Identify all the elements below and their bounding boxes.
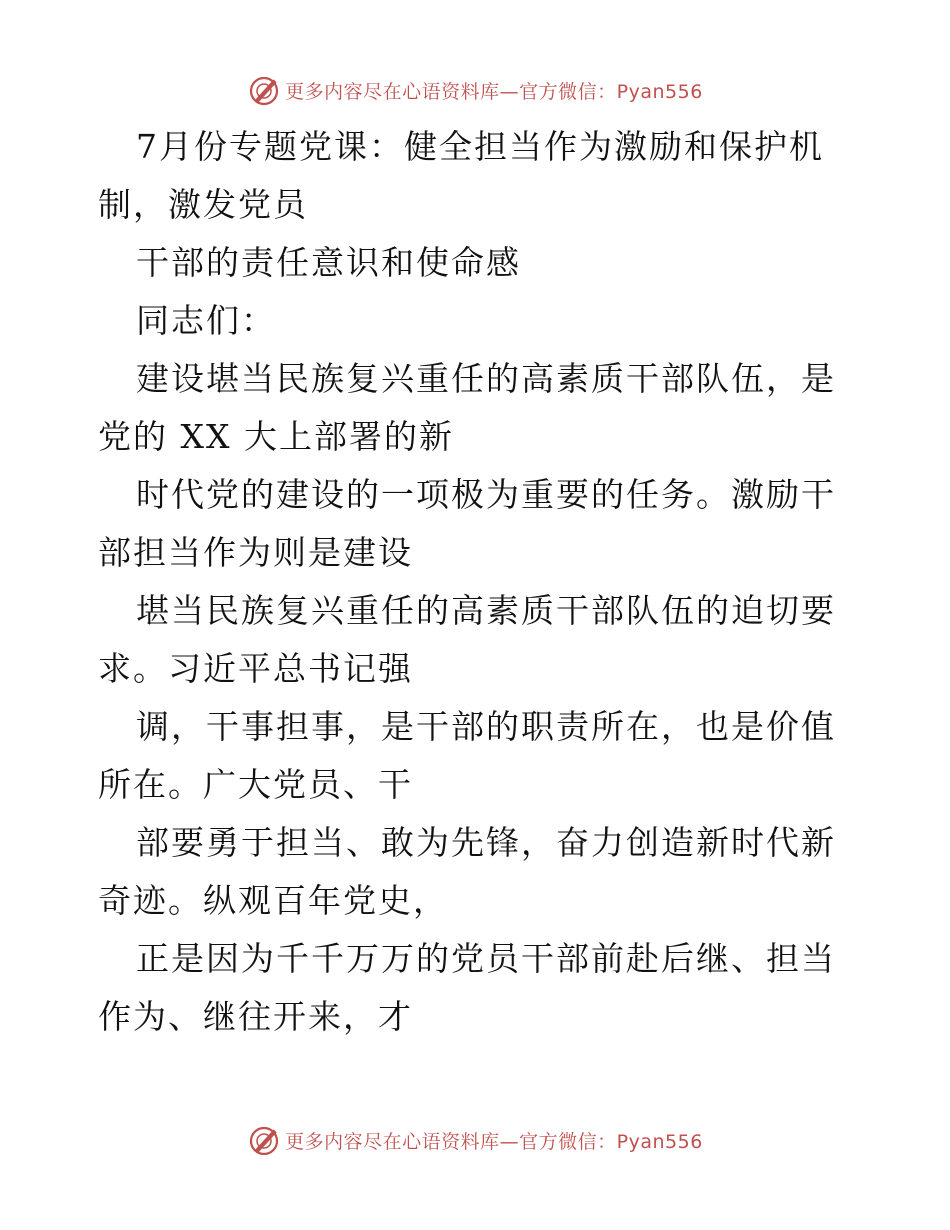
document-body — [98, 118, 858, 1046]
footer-banner-text: 更多内容尽在心语资料库—官方微信：Pyan556 — [285, 1130, 703, 1153]
paragraph-8: 部要勇于担当、敢为先锋，奋力创造新时代新奇迹。纵观百年党史， — [98, 823, 836, 920]
paragraph-4: 建设堪当民族复兴重任的高素质干部队伍，是党的 XX 大上部署的新 — [98, 359, 836, 456]
paragraph-2: 干部的责任意识和使命感 — [136, 243, 521, 282]
paragraph-7: 调，干事担事，是干部的职责所在，也是价值所在。广大党员、干 — [98, 707, 836, 804]
paragraph-9: 正是因为千千万万的党员干部前赴后继、担当作为、继往开来，才 — [98, 939, 836, 1036]
paragraph-5: 时代党的建设的一项极为重要的任务。激励干部担当作为则是建设 — [98, 475, 836, 572]
header-banner — [0, 70, 950, 110]
pen-circle-logo-icon — [247, 1123, 281, 1157]
paragraph-1: 7月份专题党课：健全担当作为激励和保护机制，激发党员 — [98, 127, 824, 224]
pen-circle-logo-icon — [247, 73, 281, 107]
footer-banner — [0, 1120, 950, 1160]
paragraph-6: 堪当民族复兴重任的高素质干部队伍的迫切要求。习近平总书记强 — [98, 591, 836, 688]
paragraph-3: 同志们： — [136, 301, 276, 340]
header-banner-text: 更多内容尽在心语资料库—官方微信：Pyan556 — [285, 80, 703, 103]
